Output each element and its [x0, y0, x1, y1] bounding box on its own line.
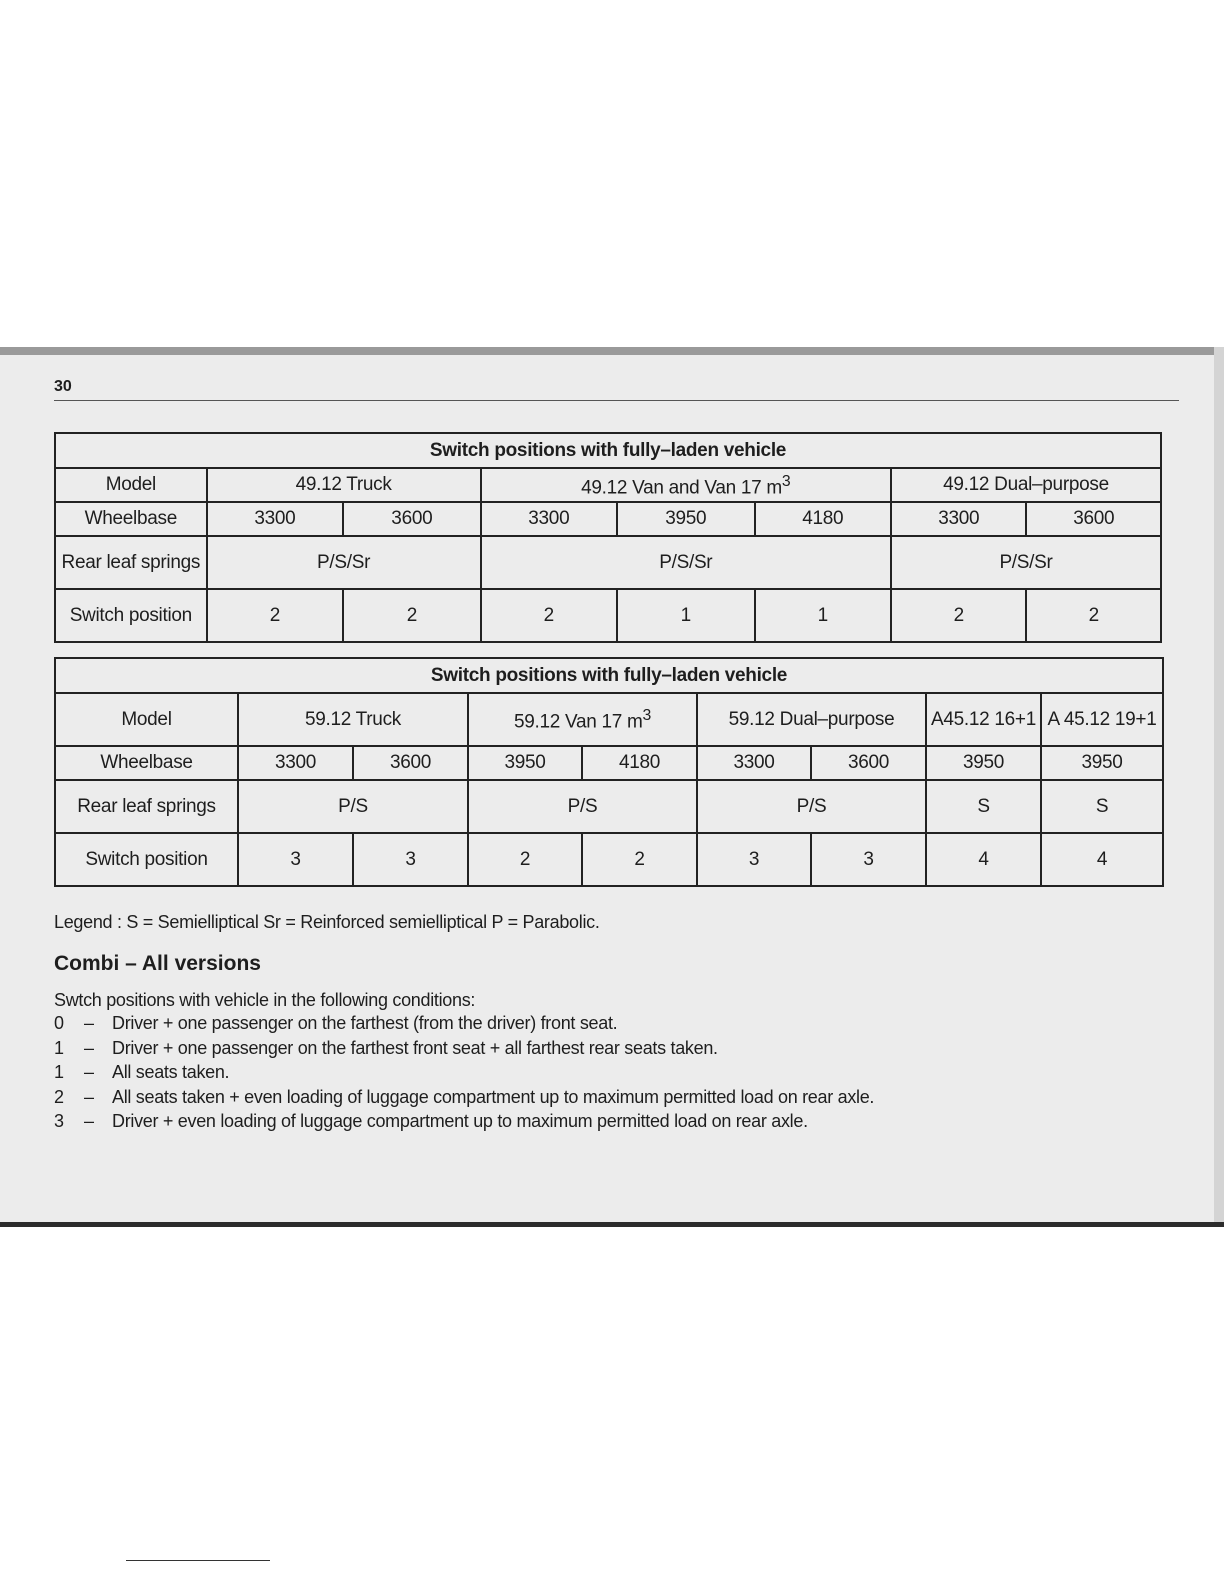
switch-cell: 3	[811, 833, 926, 886]
model-a45-12-19-1: A 45.12 19+1	[1041, 693, 1163, 746]
condition-dash: –	[84, 1086, 94, 1107]
springs-cell: S	[926, 780, 1041, 833]
wheelbase-cell: 3950	[926, 746, 1041, 780]
model-a45-12-16-1: A45.12 16+1	[926, 693, 1041, 746]
condition-number: 1	[54, 1062, 64, 1082]
combi-heading: Combi – All versions	[54, 952, 261, 975]
row-label-rear-leaf-springs: Rear leaf springs	[55, 536, 207, 589]
springs-cell: P/S	[238, 780, 468, 833]
wheelbase-cell: 3300	[238, 746, 353, 780]
condition-item	[54, 1038, 874, 1063]
table-2-title: Switch positions with fully–laden vehicle	[55, 658, 1163, 693]
condition-text: All seats taken + even loading of luggage compartment up to maximum permitted load on rear axle.	[112, 1086, 875, 1107]
row-label-wheelbase: Wheelbase	[55, 746, 238, 780]
condition-text: Driver + one passenger on the farthest front seat + all farthest rear seats taken.	[112, 1037, 718, 1058]
wheelbase-cell: 3300	[891, 502, 1026, 536]
model-49-12-van	[481, 468, 891, 502]
combi-conditions-list	[54, 1013, 874, 1136]
springs-cell: P/S	[697, 780, 926, 833]
switch-cell: 2	[207, 589, 343, 642]
model-49-12-truck: 49.12 Truck	[207, 468, 481, 502]
wheelbase-cell: 3600	[353, 746, 468, 780]
condition-item	[54, 1087, 874, 1112]
switch-cell: 2	[582, 833, 697, 886]
table-1-title: Switch positions with fully–laden vehicle	[55, 433, 1161, 468]
scan-right-edge	[1214, 347, 1224, 1227]
wheelbase-cell: 3950	[617, 502, 754, 536]
scan-top-edge	[0, 347, 1224, 355]
condition-item	[54, 1062, 874, 1087]
condition-text: All seats taken.	[112, 1062, 230, 1082]
condition-item	[54, 1013, 874, 1038]
condition-text: Driver + one passenger on the farthest (from the driver) front seat.	[112, 1013, 618, 1033]
condition-number: 2	[54, 1086, 64, 1107]
condition-dash: –	[84, 1111, 94, 1131]
header-rule	[54, 400, 1179, 401]
condition-number: 3	[54, 1111, 64, 1131]
springs-cell: S	[1041, 780, 1163, 833]
row-label-model: Model	[55, 468, 207, 502]
switch-cell: 2	[343, 589, 480, 642]
switch-cell: 3	[353, 833, 468, 886]
switch-cell: 3	[238, 833, 353, 886]
springs-cell: P/S/Sr	[891, 536, 1161, 589]
wheelbase-cell: 3950	[1041, 746, 1163, 780]
row-label-model: Model	[55, 693, 238, 746]
wheelbase-cell: 3600	[1026, 502, 1161, 536]
page-number: 30	[54, 378, 72, 395]
scan-bottom-edge	[0, 1222, 1224, 1227]
switch-cell: 4	[1041, 833, 1163, 886]
combi-intro: Swtch positions with vehicle in the following conditions:	[54, 990, 476, 1010]
wheelbase-cell: 3300	[697, 746, 811, 780]
wheelbase-cell: 3600	[343, 502, 480, 536]
springs-cell: P/S/Sr	[207, 536, 481, 589]
switch-cell: 2	[891, 589, 1026, 642]
springs-cell: P/S/Sr	[481, 536, 891, 589]
switch-cell: 2	[481, 589, 617, 642]
condition-dash: –	[84, 1037, 94, 1058]
wheelbase-cell: 3300	[481, 502, 617, 536]
legend: Legend : S = Semielliptical Sr = Reinforced semielliptical P = Parabolic.	[54, 912, 600, 932]
model-49-12-dual-purpose: 49.12 Dual–purpose	[891, 468, 1161, 502]
row-label-switch-position: Switch position	[55, 589, 207, 642]
switch-positions-table-2	[54, 657, 1164, 887]
switch-cell: 1	[617, 589, 754, 642]
wheelbase-cell: 4180	[582, 746, 697, 780]
model-superscript: 3	[781, 472, 791, 490]
switch-cell: 2	[1026, 589, 1161, 642]
condition-number: 0	[54, 1013, 64, 1033]
row-label-wheelbase: Wheelbase	[55, 502, 207, 536]
wheelbase-cell: 3600	[811, 746, 926, 780]
model-name: 49.12 Van and Van 17 m	[581, 477, 782, 499]
footnote-rule	[126, 1560, 270, 1561]
condition-dash: –	[84, 1013, 94, 1033]
springs-cell: P/S	[468, 780, 697, 833]
wheelbase-cell: 3300	[207, 502, 343, 536]
row-label-switch-position: Switch position	[55, 833, 238, 886]
switch-cell: 2	[468, 833, 582, 886]
condition-text: Driver + even loading of luggage compartment up to maximum permitted load on rear axle.	[112, 1111, 808, 1131]
model-name: 59.12 Van 17 m	[513, 711, 643, 733]
model-59-12-van	[468, 693, 697, 746]
wheelbase-cell: 4180	[755, 502, 891, 536]
switch-cell: 4	[926, 833, 1041, 886]
row-label-rear-leaf-springs: Rear leaf springs	[55, 780, 238, 833]
condition-item	[54, 1111, 874, 1136]
switch-positions-table-1	[54, 432, 1162, 643]
condition-dash: –	[84, 1062, 94, 1082]
model-59-12-dual-purpose: 59.12 Dual–purpose	[697, 693, 926, 746]
model-59-12-truck: 59.12 Truck	[238, 693, 468, 746]
wheelbase-cell: 3950	[468, 746, 582, 780]
model-superscript: 3	[642, 707, 652, 725]
switch-cell: 1	[755, 589, 891, 642]
condition-number: 1	[54, 1037, 64, 1058]
switch-cell: 3	[697, 833, 811, 886]
